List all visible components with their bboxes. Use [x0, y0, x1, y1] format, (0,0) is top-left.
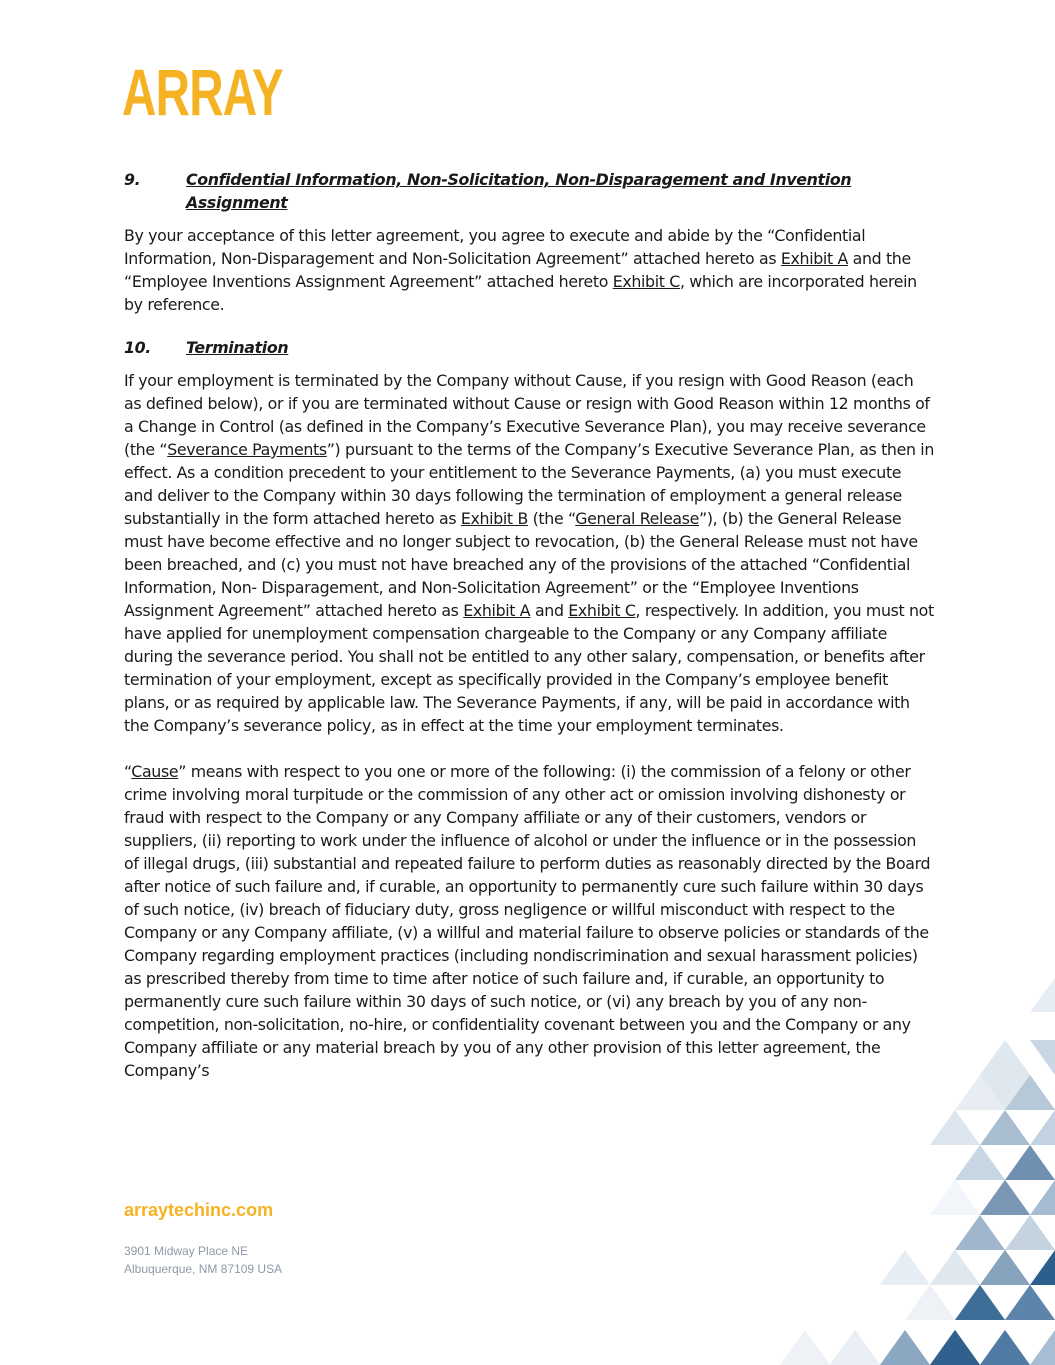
severance-payments-term: Severance Payments [167, 440, 327, 459]
exhibit-c-link: Exhibit C [568, 601, 636, 620]
exhibit-a-link: Exhibit A [780, 249, 848, 268]
section-number: 10. [124, 338, 151, 357]
cause-term: Cause [131, 762, 179, 781]
exhibit-b-link: Exhibit B [460, 509, 528, 528]
general-release-term: General Release [575, 509, 700, 528]
section-title: Confidential Information, Non-Solicitation, Non-Disparagement and Invention Assignment [186, 170, 852, 212]
section-title: Termination [186, 338, 289, 357]
exhibit-c-link: Exhibit C [612, 272, 680, 291]
cause-definition-paragraph: “Cause” means with respect to you one or more of the following: (i) the commission of a felony or other crime involving moral turpitude or the commission of any other act or omission involving dishonesty or fraud with respect to the Company or any Company affiliate or any of their customers, vendors or suppliers, (ii) reporting to work under the influence of alcohol or under the influence or in the possession of illegal drugs, (iii) substantial and repeated failure to perform duties as reasonably directed by the Board after notice of such failure and, if curable, an opportunity to permanently cure such failure within 30 days of such notice, (iv) breach of fiduciary duty, gross negligence or willful misconduct with respect to the Company or any Company affiliate, (v) a willful and material failure to observe policies or standards of the Company regarding employment practices (including nondiscrimination and sexual harassment policies) as prescribed thereby from time to time after notice of such failure and, if curable, an opportunity to permanently cure such failure within 30 days of such notice, or (vi) any breach by you of any non-competition, non-solicitation, no-hire, or confidentiality covenant between you and the Company or any Company affiliate or any material breach by you of any other provision of this letter agreement, the Company’s [124, 762, 931, 1080]
address-line-2: Albuquerque, NM 87109 USA [124, 1262, 283, 1276]
address-line-1: 3901 Midway Place NE [124, 1244, 249, 1258]
section-9-paragraph: By your acceptance of this letter agreement, you agree to execute and abide by the “Confidential Information, Non-Disparagement and Non-Solicitation Agreement” attached hereto as Exhibit A and the “Employee Inventions Assignment Agreement” attached hereto Exhibit C, which are incorporated herein by reference. [124, 226, 917, 314]
section-number: 9. [124, 170, 141, 189]
company-logo: ARRAY [122, 55, 284, 129]
website-link[interactable]: arraytechinc.com [124, 1200, 274, 1220]
exhibit-a-link: Exhibit A [463, 601, 531, 620]
termination-paragraph: If your employment is terminated by the Company without Cause, if you resign with Good Reason (each as defined below), or if you are terminated without Cause or resign with Good Reason within 12 months of a Change in Control (as defined in the Company’s Executive Severance Plan), you may receive severance (the “Severance Payments”) pursuant to the terms of the Company’s Executive Severance Plan, as then in effect. As a condition precedent to your entitlement to the Severance Payments, (a) you must execute and deliver to the Company within 30 days following the termination of employment a general release substantially in the form attached hereto as Exhibit B (the “General Release”), (b) the General Release must have become effective and no longer subject to revocation, (b) the General Release must not have been breached, and (c) you must not have breached any of the provisions of the attached “Confidential Information, Non- Disparagement, and Non-Solicitation Agreement” or the “Employee Inventions Assignment Agreement” attached hereto as Exhibit A and Exhibit C, respectively. In addition, you must not have applied for unemployment compensation chargeable to the Company or any Company affiliate during the severance period. You shall not be entitled to any other salary, compensation, or benefits after termination of your employment, except as specifically provided in the Company’s employee benefit plans, or as required by applicable law. The Severance Payments, if any, will be paid in accordance with the Company’s severance policy, as in effect at the time your employment terminates. [124, 371, 934, 735]
